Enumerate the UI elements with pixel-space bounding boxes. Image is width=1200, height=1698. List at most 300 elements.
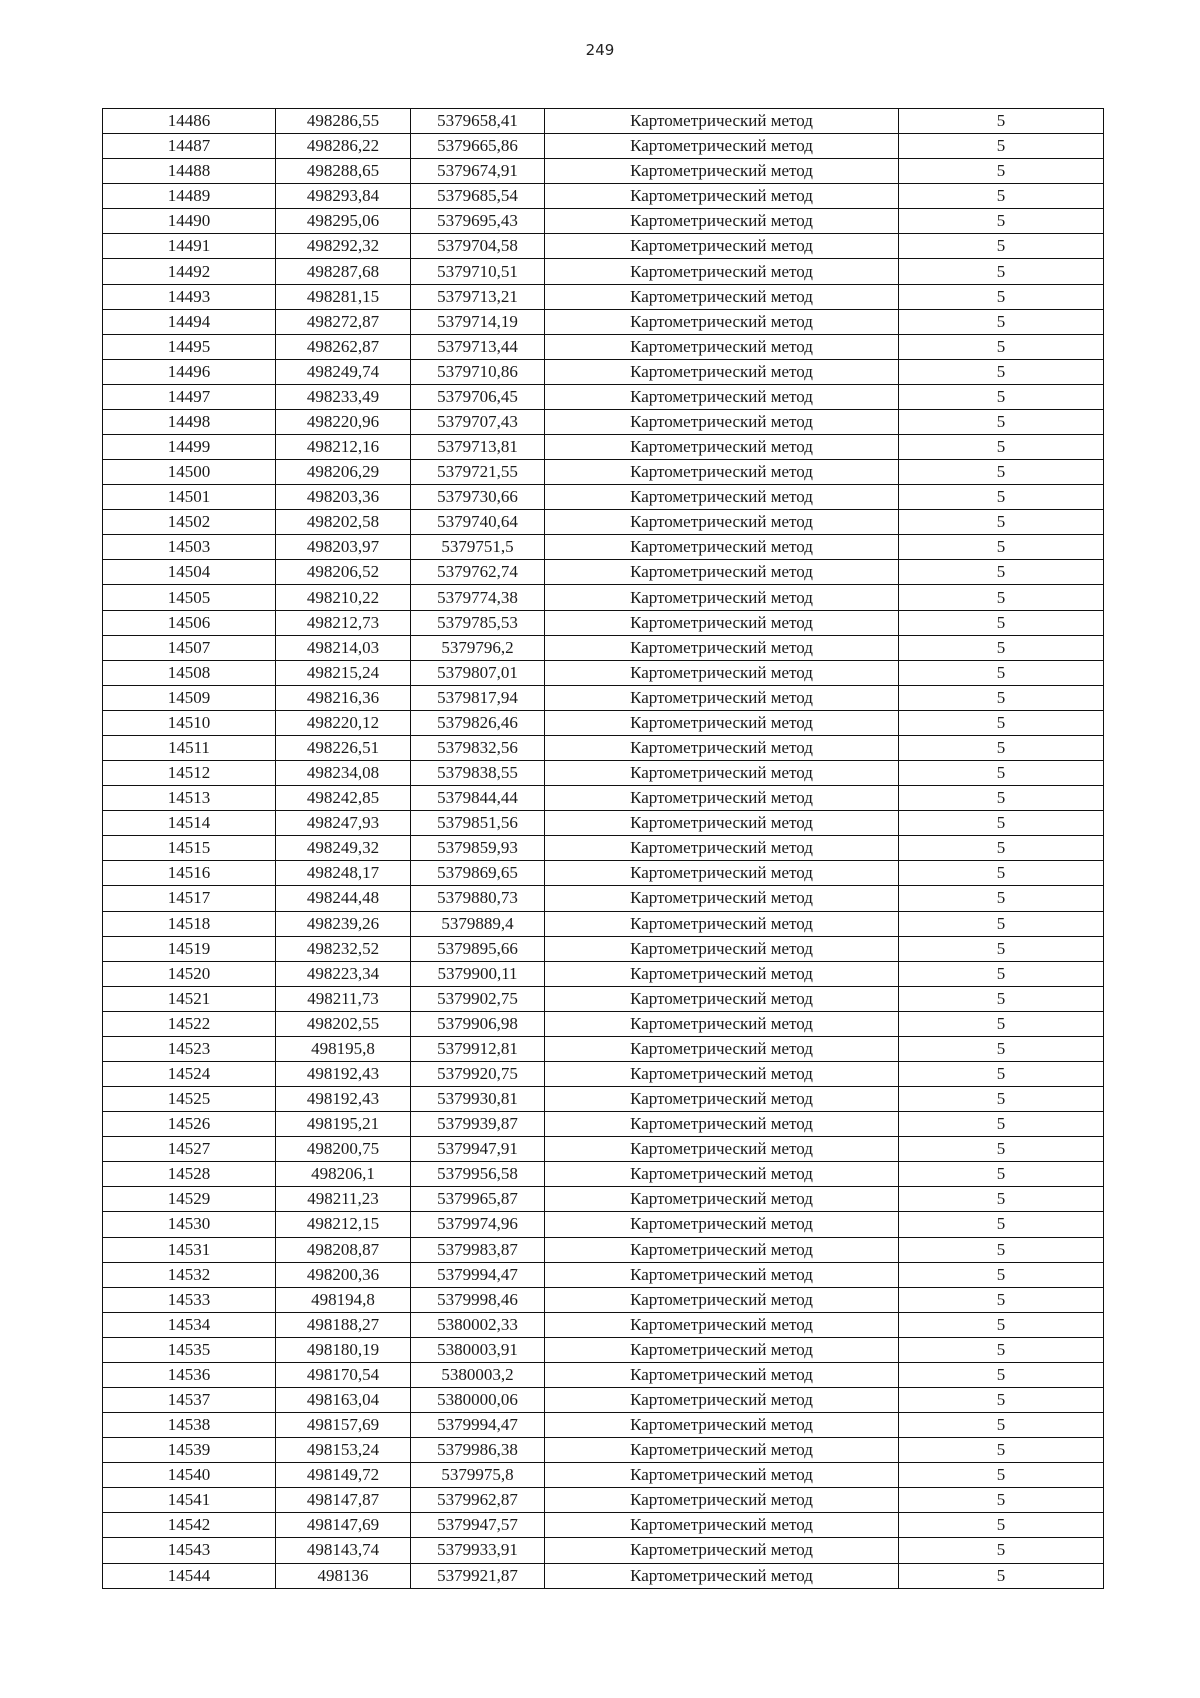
table-row <box>103 786 1104 811</box>
y-coordinate-cell: 5379817,94 <box>411 685 545 710</box>
table-row <box>103 184 1104 209</box>
y-coordinate-cell: 5379710,86 <box>411 359 545 384</box>
method-cell: Картометрический метод <box>545 309 899 334</box>
table-row <box>103 134 1104 159</box>
accuracy-cell: 5 <box>899 861 1104 886</box>
y-coordinate-cell: 5379902,75 <box>411 986 545 1011</box>
table-row <box>103 635 1104 660</box>
point-number-cell: 14529 <box>103 1187 276 1212</box>
y-coordinate-cell: 5379785,53 <box>411 610 545 635</box>
method-cell: Картометрический метод <box>545 1187 899 1212</box>
y-coordinate-cell: 5379807,01 <box>411 660 545 685</box>
y-coordinate-cell: 5379889,4 <box>411 911 545 936</box>
method-cell: Картометрический метод <box>545 535 899 560</box>
y-coordinate-cell: 5379796,2 <box>411 635 545 660</box>
x-coordinate-cell: 498206,29 <box>276 460 411 485</box>
accuracy-cell: 5 <box>899 384 1104 409</box>
point-number-cell: 14535 <box>103 1337 276 1362</box>
point-number-cell: 14531 <box>103 1237 276 1262</box>
x-coordinate-cell: 498220,96 <box>276 409 411 434</box>
method-cell: Картометрический метод <box>545 359 899 384</box>
accuracy-cell: 5 <box>899 1212 1104 1237</box>
point-number-cell: 14523 <box>103 1036 276 1061</box>
accuracy-cell: 5 <box>899 409 1104 434</box>
y-coordinate-cell: 5379707,43 <box>411 409 545 434</box>
method-cell: Картометрический метод <box>545 1237 899 1262</box>
y-coordinate-cell: 5379983,87 <box>411 1237 545 1262</box>
x-coordinate-cell: 498272,87 <box>276 309 411 334</box>
table-row <box>103 359 1104 384</box>
method-cell: Картометрический метод <box>545 1387 899 1412</box>
point-number-cell: 14522 <box>103 1011 276 1036</box>
x-coordinate-cell: 498143,74 <box>276 1538 411 1563</box>
point-number-cell: 14536 <box>103 1362 276 1387</box>
x-coordinate-cell: 498262,87 <box>276 334 411 359</box>
x-coordinate-cell: 498203,36 <box>276 485 411 510</box>
table-row <box>103 1563 1104 1588</box>
x-coordinate-cell: 498215,24 <box>276 660 411 685</box>
y-coordinate-cell: 5379826,46 <box>411 710 545 735</box>
y-coordinate-cell: 5379965,87 <box>411 1187 545 1212</box>
table-row <box>103 1538 1104 1563</box>
accuracy-cell: 5 <box>899 660 1104 685</box>
x-coordinate-cell: 498248,17 <box>276 861 411 886</box>
y-coordinate-cell: 5379713,81 <box>411 435 545 460</box>
x-coordinate-cell: 498226,51 <box>276 735 411 760</box>
table-row <box>103 234 1104 259</box>
y-coordinate-cell: 5379998,46 <box>411 1287 545 1312</box>
y-coordinate-cell: 5379880,73 <box>411 886 545 911</box>
accuracy-cell: 5 <box>899 1513 1104 1538</box>
accuracy-cell: 5 <box>899 786 1104 811</box>
x-coordinate-cell: 498247,93 <box>276 811 411 836</box>
table-row <box>103 811 1104 836</box>
point-number-cell: 14501 <box>103 485 276 510</box>
accuracy-cell: 5 <box>899 1061 1104 1086</box>
method-cell: Картометрический метод <box>545 435 899 460</box>
method-cell: Картометрический метод <box>545 1413 899 1438</box>
x-coordinate-cell: 498216,36 <box>276 685 411 710</box>
point-number-cell: 14521 <box>103 986 276 1011</box>
method-cell: Картометрический метод <box>545 1212 899 1237</box>
point-number-cell: 14518 <box>103 911 276 936</box>
table-row <box>103 861 1104 886</box>
table-row <box>103 259 1104 284</box>
y-coordinate-cell: 5379751,5 <box>411 535 545 560</box>
table-row <box>103 334 1104 359</box>
y-coordinate-cell: 5379721,55 <box>411 460 545 485</box>
method-cell: Картометрический метод <box>545 1312 899 1337</box>
y-coordinate-cell: 5380002,33 <box>411 1312 545 1337</box>
y-coordinate-cell: 5379730,66 <box>411 485 545 510</box>
table-row <box>103 409 1104 434</box>
x-coordinate-cell: 498232,52 <box>276 936 411 961</box>
accuracy-cell: 5 <box>899 1262 1104 1287</box>
method-cell: Картометрический метод <box>545 510 899 535</box>
method-cell: Картометрический метод <box>545 1362 899 1387</box>
x-coordinate-cell: 498249,74 <box>276 359 411 384</box>
x-coordinate-cell: 498192,43 <box>276 1087 411 1112</box>
method-cell: Картометрический метод <box>545 1488 899 1513</box>
accuracy-cell: 5 <box>899 510 1104 535</box>
table-row <box>103 1287 1104 1312</box>
x-coordinate-cell: 498281,15 <box>276 284 411 309</box>
table-row <box>103 761 1104 786</box>
method-cell: Картометрический метод <box>545 761 899 786</box>
x-coordinate-cell: 498212,73 <box>276 610 411 635</box>
point-number-cell: 14530 <box>103 1212 276 1237</box>
y-coordinate-cell: 5379975,8 <box>411 1463 545 1488</box>
point-number-cell: 14512 <box>103 761 276 786</box>
x-coordinate-cell: 498287,68 <box>276 259 411 284</box>
method-cell: Картометрический метод <box>545 735 899 760</box>
y-coordinate-cell: 5379704,58 <box>411 234 545 259</box>
method-cell: Картометрический метод <box>545 1112 899 1137</box>
point-number-cell: 14494 <box>103 309 276 334</box>
x-coordinate-cell: 498163,04 <box>276 1387 411 1412</box>
accuracy-cell: 5 <box>899 435 1104 460</box>
method-cell: Картометрический метод <box>545 710 899 735</box>
x-coordinate-cell: 498147,87 <box>276 1488 411 1513</box>
method-cell: Картометрический метод <box>545 259 899 284</box>
method-cell: Картометрический метод <box>545 409 899 434</box>
table-row <box>103 911 1104 936</box>
method-cell: Картометрический метод <box>545 1036 899 1061</box>
point-number-cell: 14539 <box>103 1438 276 1463</box>
y-coordinate-cell: 5379869,65 <box>411 861 545 886</box>
table-row <box>103 1488 1104 1513</box>
accuracy-cell: 5 <box>899 309 1104 334</box>
method-cell: Картометрический метод <box>545 560 899 585</box>
x-coordinate-cell: 498136 <box>276 1563 411 1588</box>
point-number-cell: 14488 <box>103 159 276 184</box>
method-cell: Картометрический метод <box>545 936 899 961</box>
y-coordinate-cell: 5379962,87 <box>411 1488 545 1513</box>
x-coordinate-cell: 498200,75 <box>276 1137 411 1162</box>
table-row <box>103 1513 1104 1538</box>
x-coordinate-cell: 498210,22 <box>276 585 411 610</box>
point-number-cell: 14526 <box>103 1112 276 1137</box>
accuracy-cell: 5 <box>899 1011 1104 1036</box>
table-row <box>103 660 1104 685</box>
y-coordinate-cell: 5379900,11 <box>411 961 545 986</box>
x-coordinate-cell: 498206,1 <box>276 1162 411 1187</box>
accuracy-cell: 5 <box>899 259 1104 284</box>
x-coordinate-cell: 498220,12 <box>276 710 411 735</box>
method-cell: Картометрический метод <box>545 836 899 861</box>
table-row <box>103 510 1104 535</box>
y-coordinate-cell: 5380000,06 <box>411 1387 545 1412</box>
point-number-cell: 14513 <box>103 786 276 811</box>
point-number-cell: 14524 <box>103 1061 276 1086</box>
point-number-cell: 14503 <box>103 535 276 560</box>
table-row <box>103 710 1104 735</box>
accuracy-cell: 5 <box>899 911 1104 936</box>
x-coordinate-cell: 498211,23 <box>276 1187 411 1212</box>
accuracy-cell: 5 <box>899 134 1104 159</box>
y-coordinate-cell: 5379740,64 <box>411 510 545 535</box>
accuracy-cell: 5 <box>899 1438 1104 1463</box>
point-number-cell: 14532 <box>103 1262 276 1287</box>
table-row <box>103 585 1104 610</box>
accuracy-cell: 5 <box>899 334 1104 359</box>
x-coordinate-cell: 498242,85 <box>276 786 411 811</box>
y-coordinate-cell: 5379947,91 <box>411 1137 545 1162</box>
x-coordinate-cell: 498293,84 <box>276 184 411 209</box>
point-number-cell: 14489 <box>103 184 276 209</box>
method-cell: Картометрический метод <box>545 209 899 234</box>
method-cell: Картометрический метод <box>545 234 899 259</box>
method-cell: Картометрический метод <box>545 1011 899 1036</box>
method-cell: Картометрический метод <box>545 1438 899 1463</box>
point-number-cell: 14542 <box>103 1513 276 1538</box>
y-coordinate-cell: 5379906,98 <box>411 1011 545 1036</box>
y-coordinate-cell: 5379665,86 <box>411 134 545 159</box>
accuracy-cell: 5 <box>899 1036 1104 1061</box>
point-number-cell: 14497 <box>103 384 276 409</box>
accuracy-cell: 5 <box>899 184 1104 209</box>
x-coordinate-cell: 498180,19 <box>276 1337 411 1362</box>
accuracy-cell: 5 <box>899 936 1104 961</box>
table-row <box>103 1362 1104 1387</box>
point-number-cell: 14495 <box>103 334 276 359</box>
method-cell: Картометрический метод <box>545 1337 899 1362</box>
point-number-cell: 14506 <box>103 610 276 635</box>
method-cell: Картометрический метод <box>545 1513 899 1538</box>
y-coordinate-cell: 5379658,41 <box>411 109 545 134</box>
y-coordinate-cell: 5379714,19 <box>411 309 545 334</box>
accuracy-cell: 5 <box>899 961 1104 986</box>
method-cell: Картометрический метод <box>545 986 899 1011</box>
point-number-cell: 14527 <box>103 1137 276 1162</box>
y-coordinate-cell: 5379774,38 <box>411 585 545 610</box>
y-coordinate-cell: 5379674,91 <box>411 159 545 184</box>
method-cell: Картометрический метод <box>545 1061 899 1086</box>
x-coordinate-cell: 498188,27 <box>276 1312 411 1337</box>
x-coordinate-cell: 498206,52 <box>276 560 411 585</box>
x-coordinate-cell: 498223,34 <box>276 961 411 986</box>
accuracy-cell: 5 <box>899 1112 1104 1137</box>
coordinates-table <box>102 108 1104 1589</box>
method-cell: Картометрический метод <box>545 1463 899 1488</box>
x-coordinate-cell: 498202,58 <box>276 510 411 535</box>
accuracy-cell: 5 <box>899 1413 1104 1438</box>
y-coordinate-cell: 5379838,55 <box>411 761 545 786</box>
method-cell: Картометрический метод <box>545 334 899 359</box>
x-coordinate-cell: 498292,32 <box>276 234 411 259</box>
x-coordinate-cell: 498203,97 <box>276 535 411 560</box>
method-cell: Картометрический метод <box>545 1162 899 1187</box>
accuracy-cell: 5 <box>899 610 1104 635</box>
accuracy-cell: 5 <box>899 685 1104 710</box>
x-coordinate-cell: 498194,8 <box>276 1287 411 1312</box>
accuracy-cell: 5 <box>899 535 1104 560</box>
y-coordinate-cell: 5379710,51 <box>411 259 545 284</box>
x-coordinate-cell: 498212,15 <box>276 1212 411 1237</box>
accuracy-cell: 5 <box>899 761 1104 786</box>
y-coordinate-cell: 5379685,54 <box>411 184 545 209</box>
y-coordinate-cell: 5379844,44 <box>411 786 545 811</box>
table-row <box>103 1262 1104 1287</box>
point-number-cell: 14528 <box>103 1162 276 1187</box>
method-cell: Картометрический метод <box>545 911 899 936</box>
table-row <box>103 610 1104 635</box>
point-number-cell: 14520 <box>103 961 276 986</box>
x-coordinate-cell: 498295,06 <box>276 209 411 234</box>
table-row <box>103 1187 1104 1212</box>
x-coordinate-cell: 498200,36 <box>276 1262 411 1287</box>
y-coordinate-cell: 5379912,81 <box>411 1036 545 1061</box>
accuracy-cell: 5 <box>899 560 1104 585</box>
accuracy-cell: 5 <box>899 811 1104 836</box>
y-coordinate-cell: 5379706,45 <box>411 384 545 409</box>
y-coordinate-cell: 5379994,47 <box>411 1262 545 1287</box>
table-row <box>103 309 1104 334</box>
y-coordinate-cell: 5379939,87 <box>411 1112 545 1137</box>
point-number-cell: 14500 <box>103 460 276 485</box>
y-coordinate-cell: 5379947,57 <box>411 1513 545 1538</box>
x-coordinate-cell: 498214,03 <box>276 635 411 660</box>
point-number-cell: 14525 <box>103 1087 276 1112</box>
x-coordinate-cell: 498286,55 <box>276 109 411 134</box>
method-cell: Картометрический метод <box>545 685 899 710</box>
accuracy-cell: 5 <box>899 635 1104 660</box>
point-number-cell: 14496 <box>103 359 276 384</box>
y-coordinate-cell: 5379974,96 <box>411 1212 545 1237</box>
x-coordinate-cell: 498288,65 <box>276 159 411 184</box>
point-number-cell: 14515 <box>103 836 276 861</box>
y-coordinate-cell: 5379832,56 <box>411 735 545 760</box>
accuracy-cell: 5 <box>899 1563 1104 1588</box>
table-row <box>103 1061 1104 1086</box>
point-number-cell: 14491 <box>103 234 276 259</box>
table-row <box>103 1237 1104 1262</box>
point-number-cell: 14533 <box>103 1287 276 1312</box>
point-number-cell: 14517 <box>103 886 276 911</box>
y-coordinate-cell: 5379859,93 <box>411 836 545 861</box>
method-cell: Картометрический метод <box>545 485 899 510</box>
table-row <box>103 560 1104 585</box>
table-row <box>103 485 1104 510</box>
table-row <box>103 1137 1104 1162</box>
method-cell: Картометрический метод <box>545 861 899 886</box>
method-cell: Картометрический метод <box>545 610 899 635</box>
accuracy-cell: 5 <box>899 1463 1104 1488</box>
method-cell: Картометрический метод <box>545 786 899 811</box>
method-cell: Картометрический метод <box>545 1262 899 1287</box>
accuracy-cell: 5 <box>899 836 1104 861</box>
method-cell: Картометрический метод <box>545 460 899 485</box>
accuracy-cell: 5 <box>899 159 1104 184</box>
method-cell: Картометрический метод <box>545 585 899 610</box>
method-cell: Картометрический метод <box>545 134 899 159</box>
accuracy-cell: 5 <box>899 1312 1104 1337</box>
point-number-cell: 14534 <box>103 1312 276 1337</box>
table-row <box>103 1463 1104 1488</box>
table-row <box>103 685 1104 710</box>
accuracy-cell: 5 <box>899 1362 1104 1387</box>
table-body <box>103 109 1104 1589</box>
y-coordinate-cell: 5380003,2 <box>411 1362 545 1387</box>
point-number-cell: 14540 <box>103 1463 276 1488</box>
accuracy-cell: 5 <box>899 1488 1104 1513</box>
accuracy-cell: 5 <box>899 485 1104 510</box>
point-number-cell: 14514 <box>103 811 276 836</box>
table-row <box>103 735 1104 760</box>
point-number-cell: 14543 <box>103 1538 276 1563</box>
x-coordinate-cell: 498239,26 <box>276 911 411 936</box>
accuracy-cell: 5 <box>899 585 1104 610</box>
y-coordinate-cell: 5379713,21 <box>411 284 545 309</box>
method-cell: Картометрический метод <box>545 109 899 134</box>
accuracy-cell: 5 <box>899 1337 1104 1362</box>
accuracy-cell: 5 <box>899 886 1104 911</box>
table-row <box>103 435 1104 460</box>
x-coordinate-cell: 498170,54 <box>276 1362 411 1387</box>
x-coordinate-cell: 498244,48 <box>276 886 411 911</box>
accuracy-cell: 5 <box>899 1162 1104 1187</box>
table-row <box>103 1162 1104 1187</box>
method-cell: Картометрический метод <box>545 284 899 309</box>
point-number-cell: 14499 <box>103 435 276 460</box>
point-number-cell: 14486 <box>103 109 276 134</box>
table-row <box>103 460 1104 485</box>
table-row <box>103 1112 1104 1137</box>
accuracy-cell: 5 <box>899 710 1104 735</box>
table-row <box>103 836 1104 861</box>
table-row <box>103 1011 1104 1036</box>
accuracy-cell: 5 <box>899 1538 1104 1563</box>
method-cell: Картометрический метод <box>545 159 899 184</box>
table-row <box>103 1087 1104 1112</box>
method-cell: Картометрический метод <box>545 1538 899 1563</box>
accuracy-cell: 5 <box>899 234 1104 259</box>
point-number-cell: 14507 <box>103 635 276 660</box>
method-cell: Картометрический метод <box>545 1087 899 1112</box>
y-coordinate-cell: 5379713,44 <box>411 334 545 359</box>
point-number-cell: 14509 <box>103 685 276 710</box>
x-coordinate-cell: 498149,72 <box>276 1463 411 1488</box>
accuracy-cell: 5 <box>899 735 1104 760</box>
method-cell: Картометрический метод <box>545 1287 899 1312</box>
method-cell: Картометрический метод <box>545 635 899 660</box>
point-number-cell: 14504 <box>103 560 276 585</box>
y-coordinate-cell: 5379986,38 <box>411 1438 545 1463</box>
point-number-cell: 14508 <box>103 660 276 685</box>
point-number-cell: 14490 <box>103 209 276 234</box>
table-row <box>103 936 1104 961</box>
y-coordinate-cell: 5379930,81 <box>411 1087 545 1112</box>
table-row <box>103 986 1104 1011</box>
y-coordinate-cell: 5379851,56 <box>411 811 545 836</box>
table-row <box>103 159 1104 184</box>
table-row <box>103 1312 1104 1337</box>
point-number-cell: 14538 <box>103 1413 276 1438</box>
x-coordinate-cell: 498195,8 <box>276 1036 411 1061</box>
table-row <box>103 1438 1104 1463</box>
y-coordinate-cell: 5379762,74 <box>411 560 545 585</box>
y-coordinate-cell: 5379994,47 <box>411 1413 545 1438</box>
method-cell: Картометрический метод <box>545 886 899 911</box>
point-number-cell: 14492 <box>103 259 276 284</box>
x-coordinate-cell: 498147,69 <box>276 1513 411 1538</box>
y-coordinate-cell: 5379695,43 <box>411 209 545 234</box>
y-coordinate-cell: 5380003,91 <box>411 1337 545 1362</box>
x-coordinate-cell: 498211,73 <box>276 986 411 1011</box>
x-coordinate-cell: 498192,43 <box>276 1061 411 1086</box>
table-row <box>103 1212 1104 1237</box>
table-row <box>103 1387 1104 1412</box>
